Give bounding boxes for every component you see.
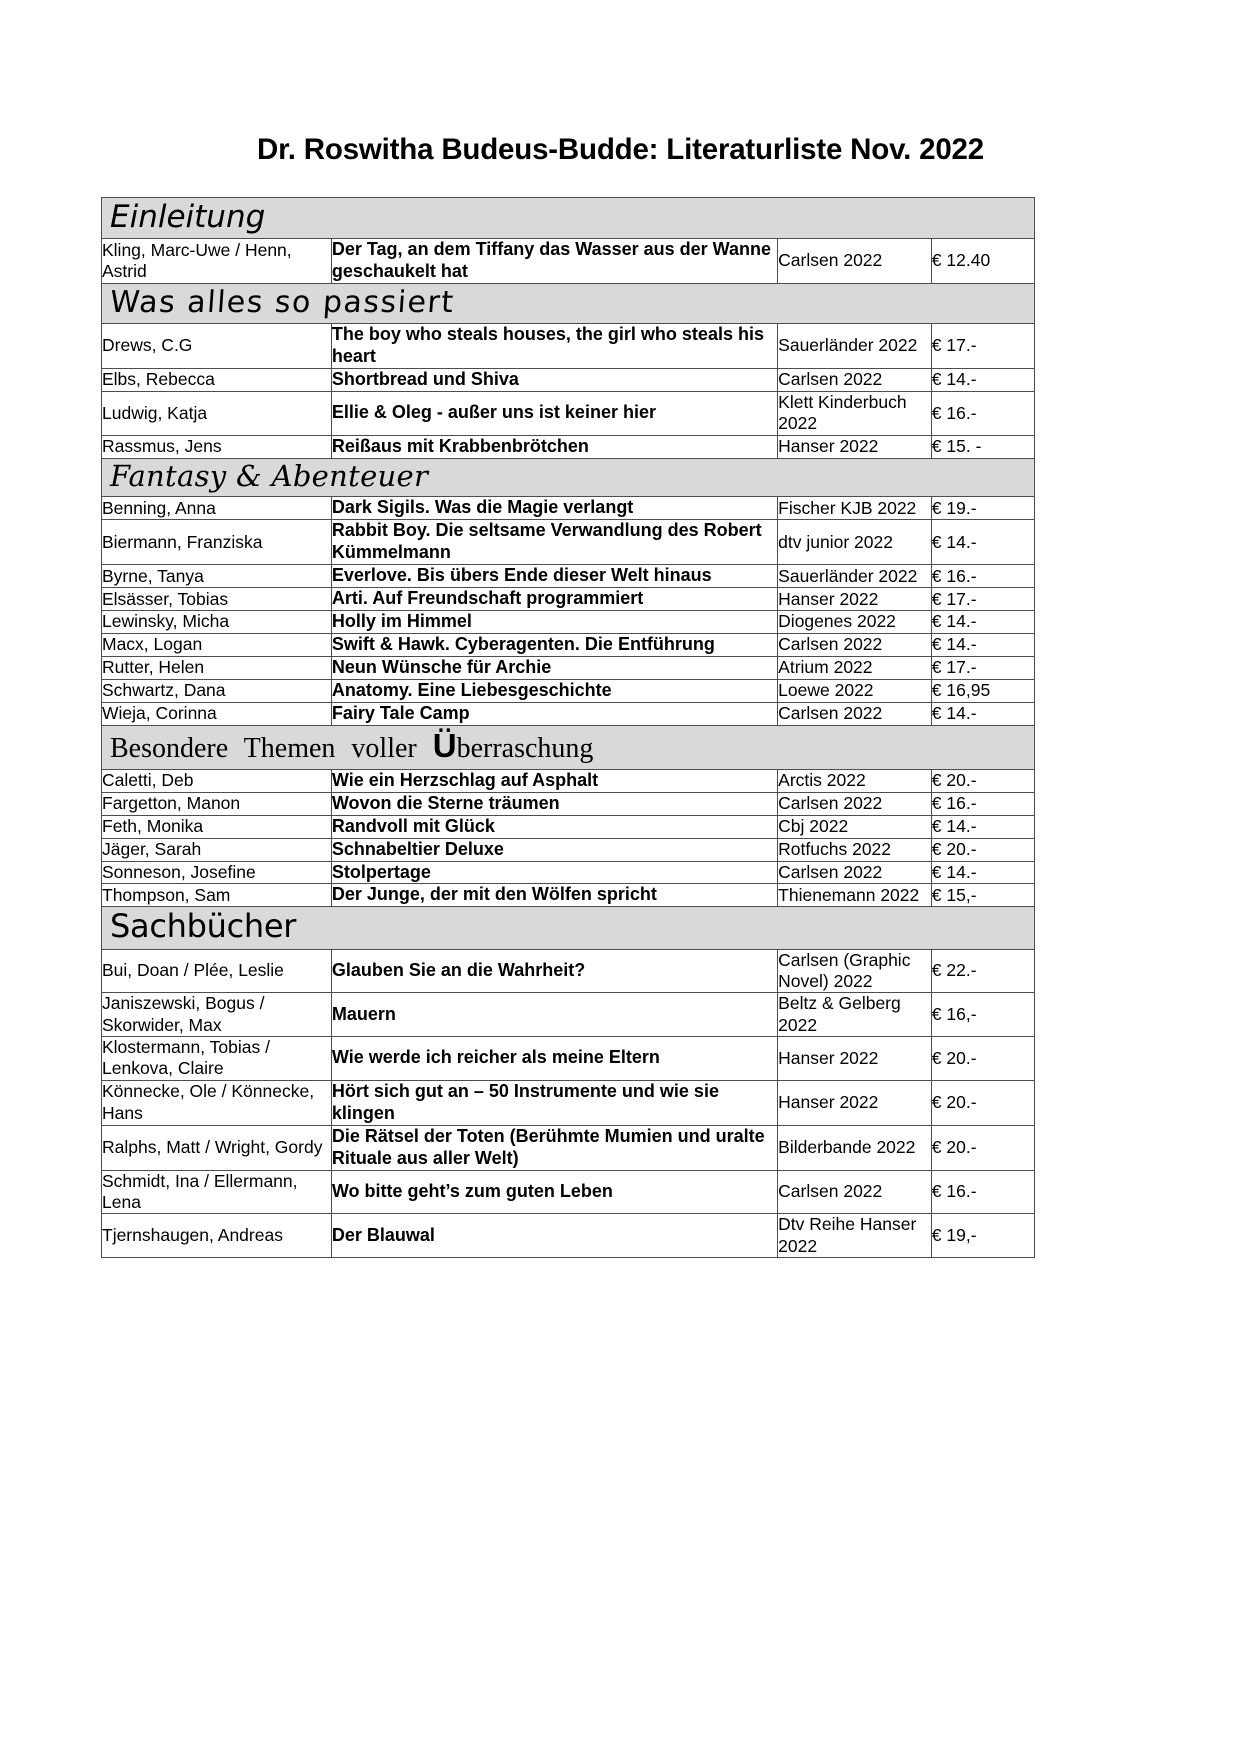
book-title-cell: The boy who steals houses, the girl who steals his heart (331, 324, 777, 369)
section-header-cell (102, 284, 1035, 324)
table-row (102, 239, 1035, 284)
book-title-cell: Dark Sigils. Was die Magie verlangt (331, 497, 777, 520)
book-publisher-cell: Carlsen 2022 (778, 861, 932, 884)
section-header-row (102, 198, 1035, 239)
book-publisher-cell: Loewe 2022 (778, 680, 932, 703)
section-header-cell (102, 725, 1035, 769)
table-row (102, 588, 1035, 611)
book-price-cell: € 16.- (931, 1170, 1034, 1214)
book-author-cell: Biermann, Franziska (102, 520, 332, 565)
table-row (102, 497, 1035, 520)
book-price-cell: € 17.- (931, 324, 1034, 369)
book-publisher-cell: Klett Kinderbuch 2022 (778, 391, 932, 435)
book-price-cell: € 14.- (931, 611, 1034, 634)
book-publisher-cell: Sauerländer 2022 (778, 565, 932, 588)
book-publisher-cell: Atrium 2022 (778, 657, 932, 680)
book-author-cell: Rassmus, Jens (102, 435, 332, 458)
section-heading: Was alles so passiert (108, 285, 456, 320)
book-price-cell: € 14.- (931, 815, 1034, 838)
section-header-row (102, 907, 1035, 949)
book-price-cell: € 20.- (931, 838, 1034, 861)
book-price-cell: € 14.- (931, 634, 1034, 657)
table-row (102, 657, 1035, 680)
section-header-row (102, 284, 1035, 324)
book-publisher-cell: Dtv Reihe Hanser 2022 (778, 1214, 932, 1258)
book-price-cell: € 17.- (931, 657, 1034, 680)
table-row (102, 680, 1035, 703)
book-price-cell: € 20.- (931, 1125, 1034, 1170)
book-author-cell: Rutter, Helen (102, 657, 332, 680)
section-header-cell (102, 458, 1035, 497)
book-publisher-cell: Carlsen 2022 (778, 702, 932, 725)
book-publisher-cell: Fischer KJB 2022 (778, 497, 932, 520)
book-price-cell: € 15,- (931, 884, 1034, 907)
book-title-cell: Anatomy. Eine Liebesgeschichte (331, 680, 777, 703)
book-price-cell: € 16.- (931, 792, 1034, 815)
table-row (102, 861, 1035, 884)
book-title-cell: Shortbread und Shiva (331, 368, 777, 391)
book-price-cell: € 22.- (931, 949, 1034, 993)
table-row (102, 1170, 1035, 1214)
book-price-cell: € 14.- (931, 520, 1034, 565)
book-author-cell: Tjernshaugen, Andreas (102, 1214, 332, 1258)
book-title-cell: Swift & Hawk. Cyberagenten. Die Entführung (331, 634, 777, 657)
book-publisher-cell: Diogenes 2022 (778, 611, 932, 634)
book-title-cell: Schnabeltier Deluxe (331, 838, 777, 861)
book-author-cell: Macx, Logan (102, 634, 332, 657)
book-author-cell: Könnecke, Ole / Könnecke, Hans (102, 1080, 332, 1125)
book-publisher-cell: Carlsen 2022 (778, 634, 932, 657)
book-publisher-cell: dtv junior 2022 (778, 520, 932, 565)
book-title-cell: Randvoll mit Glück (331, 815, 777, 838)
table-row (102, 391, 1035, 435)
book-author-cell: Bui, Doan / Plée, Leslie (102, 949, 332, 993)
section-heading: Fantasy & Abenteuer (110, 458, 429, 493)
book-title-cell: Hört sich gut an – 50 Instrumente und wie sie klingen (331, 1080, 777, 1125)
book-title-cell: Fairy Tale Camp (331, 702, 777, 725)
table-row (102, 1125, 1035, 1170)
literature-list-table (101, 197, 1035, 1258)
book-publisher-cell: Carlsen 2022 (778, 1170, 932, 1214)
book-title-cell: Der Blauwal (331, 1214, 777, 1258)
book-publisher-cell: Hanser 2022 (778, 1037, 932, 1081)
section-heading: Einleitung (110, 199, 266, 235)
book-title-cell: Der Tag, an dem Tiffany das Wasser aus der Wanne geschaukelt hat (331, 239, 777, 284)
book-price-cell: € 19,- (931, 1214, 1034, 1258)
table-body (102, 198, 1035, 1258)
book-publisher-cell: Thienemann 2022 (778, 884, 932, 907)
book-author-cell: Schmidt, Ina / Ellermann, Lena (102, 1170, 332, 1214)
book-author-cell: Elbs, Rebecca (102, 368, 332, 391)
table-row (102, 611, 1035, 634)
section-header-row (102, 458, 1035, 497)
book-author-cell: Caletti, Deb (102, 769, 332, 792)
book-publisher-cell: Carlsen 2022 (778, 239, 932, 284)
table-row (102, 565, 1035, 588)
book-publisher-cell: Sauerländer 2022 (778, 324, 932, 369)
table-row (102, 1214, 1035, 1258)
book-publisher-cell: Hanser 2022 (778, 588, 932, 611)
book-author-cell: Benning, Anna (102, 497, 332, 520)
book-title-cell: Ellie & Oleg - außer uns ist keiner hier (331, 391, 777, 435)
table-row (102, 520, 1035, 565)
book-price-cell: € 16.- (931, 565, 1034, 588)
book-title-cell: Neun Wünsche für Archie (331, 657, 777, 680)
book-title-cell: Die Rätsel der Toten (Berühmte Mumien und uralte Rituale aus aller Welt) (331, 1125, 777, 1170)
book-price-cell: € 15. - (931, 435, 1034, 458)
book-title-cell: Wie werde ich reicher als meine Eltern (331, 1037, 777, 1081)
book-publisher-cell: Hanser 2022 (778, 435, 932, 458)
book-author-cell: Jäger, Sarah (102, 838, 332, 861)
section-header-cell (102, 198, 1035, 239)
book-publisher-cell: Rotfuchs 2022 (778, 838, 932, 861)
book-title-cell: Holly im Himmel (331, 611, 777, 634)
book-price-cell: € 20.- (931, 1037, 1034, 1081)
book-title-cell: Arti. Auf Freundschaft programmiert (331, 588, 777, 611)
book-author-cell: Lewinsky, Micha (102, 611, 332, 634)
book-title-cell: Rabbit Boy. Die seltsame Verwandlung des Robert Kümmelmann (331, 520, 777, 565)
table-row (102, 1080, 1035, 1125)
section-heading-initial: Ü (432, 726, 457, 764)
book-author-cell: Wieja, Corinna (102, 702, 332, 725)
book-price-cell: € 20.- (931, 1080, 1034, 1125)
book-publisher-cell: Carlsen 2022 (778, 792, 932, 815)
table-row (102, 838, 1035, 861)
book-publisher-cell: Beltz & Gelberg 2022 (778, 993, 932, 1037)
book-title-cell: Wie ein Herzschlag auf Asphalt (331, 769, 777, 792)
table-row (102, 884, 1035, 907)
table-row (102, 702, 1035, 725)
section-heading-part: Besondere Themen voller (110, 732, 433, 764)
book-price-cell: € 16.- (931, 391, 1034, 435)
page-title: Dr. Roswitha Budeus-Budde: Literaturliste Nov. 2022 (257, 133, 984, 166)
section-heading: Sachbücher (110, 907, 297, 946)
section-heading (110, 728, 1026, 765)
book-title-cell: Stolpertage (331, 861, 777, 884)
book-title-cell: Glauben Sie an die Wahrheit? (331, 949, 777, 993)
book-author-cell: Elsässer, Tobias (102, 588, 332, 611)
section-header-row (102, 725, 1035, 769)
book-price-cell: € 14.- (931, 368, 1034, 391)
book-author-cell: Thompson, Sam (102, 884, 332, 907)
book-title-cell: Everlove. Bis übers Ende dieser Welt hinaus (331, 565, 777, 588)
book-publisher-cell: Cbj 2022 (778, 815, 932, 838)
book-price-cell: € 17.- (931, 588, 1034, 611)
section-header-cell (102, 907, 1035, 949)
table-row (102, 815, 1035, 838)
table-row (102, 368, 1035, 391)
book-author-cell: Schwartz, Dana (102, 680, 332, 703)
book-price-cell: € 14.- (931, 861, 1034, 884)
book-title-cell: Wovon die Sterne träumen (331, 792, 777, 815)
table-row (102, 324, 1035, 369)
book-title-cell: Der Junge, der mit den Wölfen spricht (331, 884, 777, 907)
table-row (102, 792, 1035, 815)
book-price-cell: € 14.- (931, 702, 1034, 725)
book-author-cell: Klostermann, Tobias / Lenkova, Claire (102, 1037, 332, 1081)
book-price-cell: € 12.40 (931, 239, 1034, 284)
book-price-cell: € 16,- (931, 993, 1034, 1037)
table-row (102, 435, 1035, 458)
book-publisher-cell: Carlsen (Graphic Novel) 2022 (778, 949, 932, 993)
table-row (102, 949, 1035, 993)
table-row (102, 634, 1035, 657)
book-price-cell: € 16,95 (931, 680, 1034, 703)
book-publisher-cell: Bilderbande 2022 (778, 1125, 932, 1170)
book-author-cell: Janiszewski, Bogus / Skorwider, Max (102, 993, 332, 1037)
book-author-cell: Ludwig, Katja (102, 391, 332, 435)
book-author-cell: Feth, Monika (102, 815, 332, 838)
book-publisher-cell: Hanser 2022 (778, 1080, 932, 1125)
book-publisher-cell: Arctis 2022 (778, 769, 932, 792)
book-author-cell: Ralphs, Matt / Wright, Gordy (102, 1125, 332, 1170)
book-publisher-cell: Carlsen 2022 (778, 368, 932, 391)
table-row (102, 993, 1035, 1037)
book-author-cell: Sonneson, Josefine (102, 861, 332, 884)
book-author-cell: Fargetton, Manon (102, 792, 332, 815)
table-row (102, 769, 1035, 792)
book-title-cell: Reißaus mit Krabbenbrötchen (331, 435, 777, 458)
book-author-cell: Drews, C.G (102, 324, 332, 369)
book-price-cell: € 19.- (931, 497, 1034, 520)
book-price-cell: € 20.- (931, 769, 1034, 792)
book-author-cell: Kling, Marc-Uwe / Henn, Astrid (102, 239, 332, 284)
section-heading-part: berraschung (456, 732, 594, 764)
table-row (102, 1037, 1035, 1081)
book-title-cell: Wo bitte geht’s zum guten Leben (331, 1170, 777, 1214)
book-author-cell: Byrne, Tanya (102, 565, 332, 588)
book-title-cell: Mauern (331, 993, 777, 1037)
